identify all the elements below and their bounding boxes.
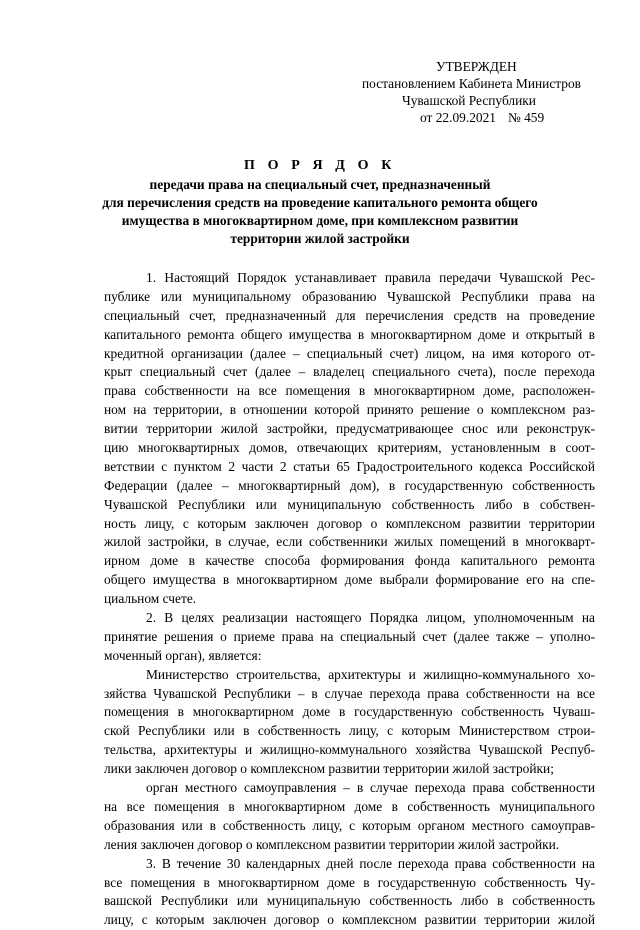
paragraph-1-line: общего имущества в многоквартирном доме выбрали формирование его на спе-	[104, 572, 595, 588]
paragraph-1-line: Чувашской Республики или муниципальную собственность либо в собствен-	[104, 496, 595, 512]
approval-issuer: постановлением Кабинета Министров	[362, 76, 581, 91]
title-line: имущества в многоквартирном доме, при комплексном развитии	[121, 213, 519, 228]
paragraph-1-line: ном на территории, в отношении которой принято решение о комплексном раз-	[104, 402, 595, 418]
paragraph-2-line: принятие решения о приеме права на специальный счет (далее также – уполно-	[104, 628, 595, 644]
approval-heading: УТВЕРЖДЕН	[436, 59, 517, 74]
paragraph-1-line: Федерации (далее – многоквартирный дом), в государственную собственность	[104, 477, 595, 493]
approval-date-number	[330, 109, 610, 126]
paragraph-2a-line: тельства, архитектуры и жилищно-коммунального хозяйства Чувашской Респуб-	[104, 742, 595, 758]
paragraph-2a-line: зяйства Чувашской Республики – в случае перехода права собственности на все	[104, 685, 595, 701]
paragraph-2a-line: лики заключен договор о комплексном развитии территории жилой застройки;	[104, 761, 554, 777]
paragraph-1-line: права собственности на все помещения в многоквартирном доме, расположен-	[104, 383, 595, 399]
title-line: территории жилой застройки	[230, 231, 410, 246]
paragraph-2b-line: ления заключен договор о комплексном развитии территории жилой застройки.	[104, 836, 560, 852]
paragraph-2b-line: на все помещения в многоквартирном доме в собственность муниципального	[104, 798, 595, 814]
title-main: П О Р Я Д О К	[244, 158, 396, 173]
paragraph-1-line: кредитной организации (далее – специальный счет) лицом, на имя которого от-	[104, 345, 595, 361]
document-title	[80, 157, 560, 248]
paragraph-1-line: специальный счет, предназначенный для перечисления средств на проведение	[104, 307, 595, 323]
approval-republic: Чувашской Республики	[402, 93, 536, 108]
paragraph-3-line: вашской Республики или муниципальную собственность либо в собственность	[104, 893, 595, 909]
paragraph-3-line: 3. В течение 30 календарных дней после перехода права собственности на	[146, 855, 595, 871]
paragraph-1-line: жилой застройки, в случае, если собственники жилых помещений в многокварт-	[104, 534, 595, 550]
paragraph-1-line: ирном доме в качестве способа формирования фонда капитального ремонта	[104, 553, 595, 569]
approval-date: от 22.09.2021	[420, 110, 496, 125]
paragraph-1-line: витии территории жилой застройки, предусматривающее снос или реконструк-	[104, 421, 595, 437]
paragraph-2-line: 2. В целях реализации настоящего Порядка лицом, уполномоченным на	[146, 610, 595, 626]
title-line: для перечисления средств на проведение капитального ремонта общего	[102, 195, 538, 210]
approval-number: № 459	[507, 110, 545, 125]
paragraph-3-line: лицу, с которым заключен договор о комплексном развитии территории жилой	[104, 912, 595, 928]
title-line: передачи права на специальный счет, предназначенный	[149, 177, 491, 192]
paragraph-2a-line: помещения в многоквартирном доме в государственную собственность Чуваш-	[104, 704, 595, 720]
paragraph-2a-line: Министерство строительства, архитектуры и жилищно-коммунального хо-	[146, 666, 595, 682]
paragraph-1-line: ветствии с пунктом 2 части 2 статьи 65 Градостроительного кодекса Российской	[104, 458, 595, 474]
paragraph-1-line: цию многоквартирных домов, отвечающих критериям, установленным в соот-	[104, 440, 595, 456]
paragraph-1-line: капитального ремонта общего имущества в многоквартирном доме и открытый в	[104, 326, 595, 342]
paragraph-1-line: крыт специальный счет (далее – владелец специального счета), после перехода	[104, 364, 595, 380]
document-body	[104, 269, 595, 930]
approval-stamp	[330, 58, 610, 126]
paragraph-2-line: моченный орган), является:	[104, 647, 262, 663]
paragraph-3-line: все помещения в многоквартирном доме в государственную собственность Чу-	[104, 874, 595, 890]
paragraph-1-line: публике или муниципальному образованию Чувашской Республики права на	[104, 288, 595, 304]
paragraph-1-line: 1. Настоящий Порядок устанавливает правила передачи Чувашской Рес-	[146, 270, 595, 285]
paragraph-2b-line: образования или в собственность лицу, с которым органом местного самоуправ-	[104, 817, 595, 833]
paragraph-1-line: ность лицу, с которым заключен договор о комплексном развитии территории	[104, 515, 595, 531]
paragraph-2a-line: ской Республики или в собственность лицу, с которым Министерством строи-	[104, 723, 595, 739]
paragraph-1-line: циальном счете.	[104, 591, 197, 607]
paragraph-2b-line: орган местного самоуправления – в случае перехода права собственности	[146, 780, 595, 796]
